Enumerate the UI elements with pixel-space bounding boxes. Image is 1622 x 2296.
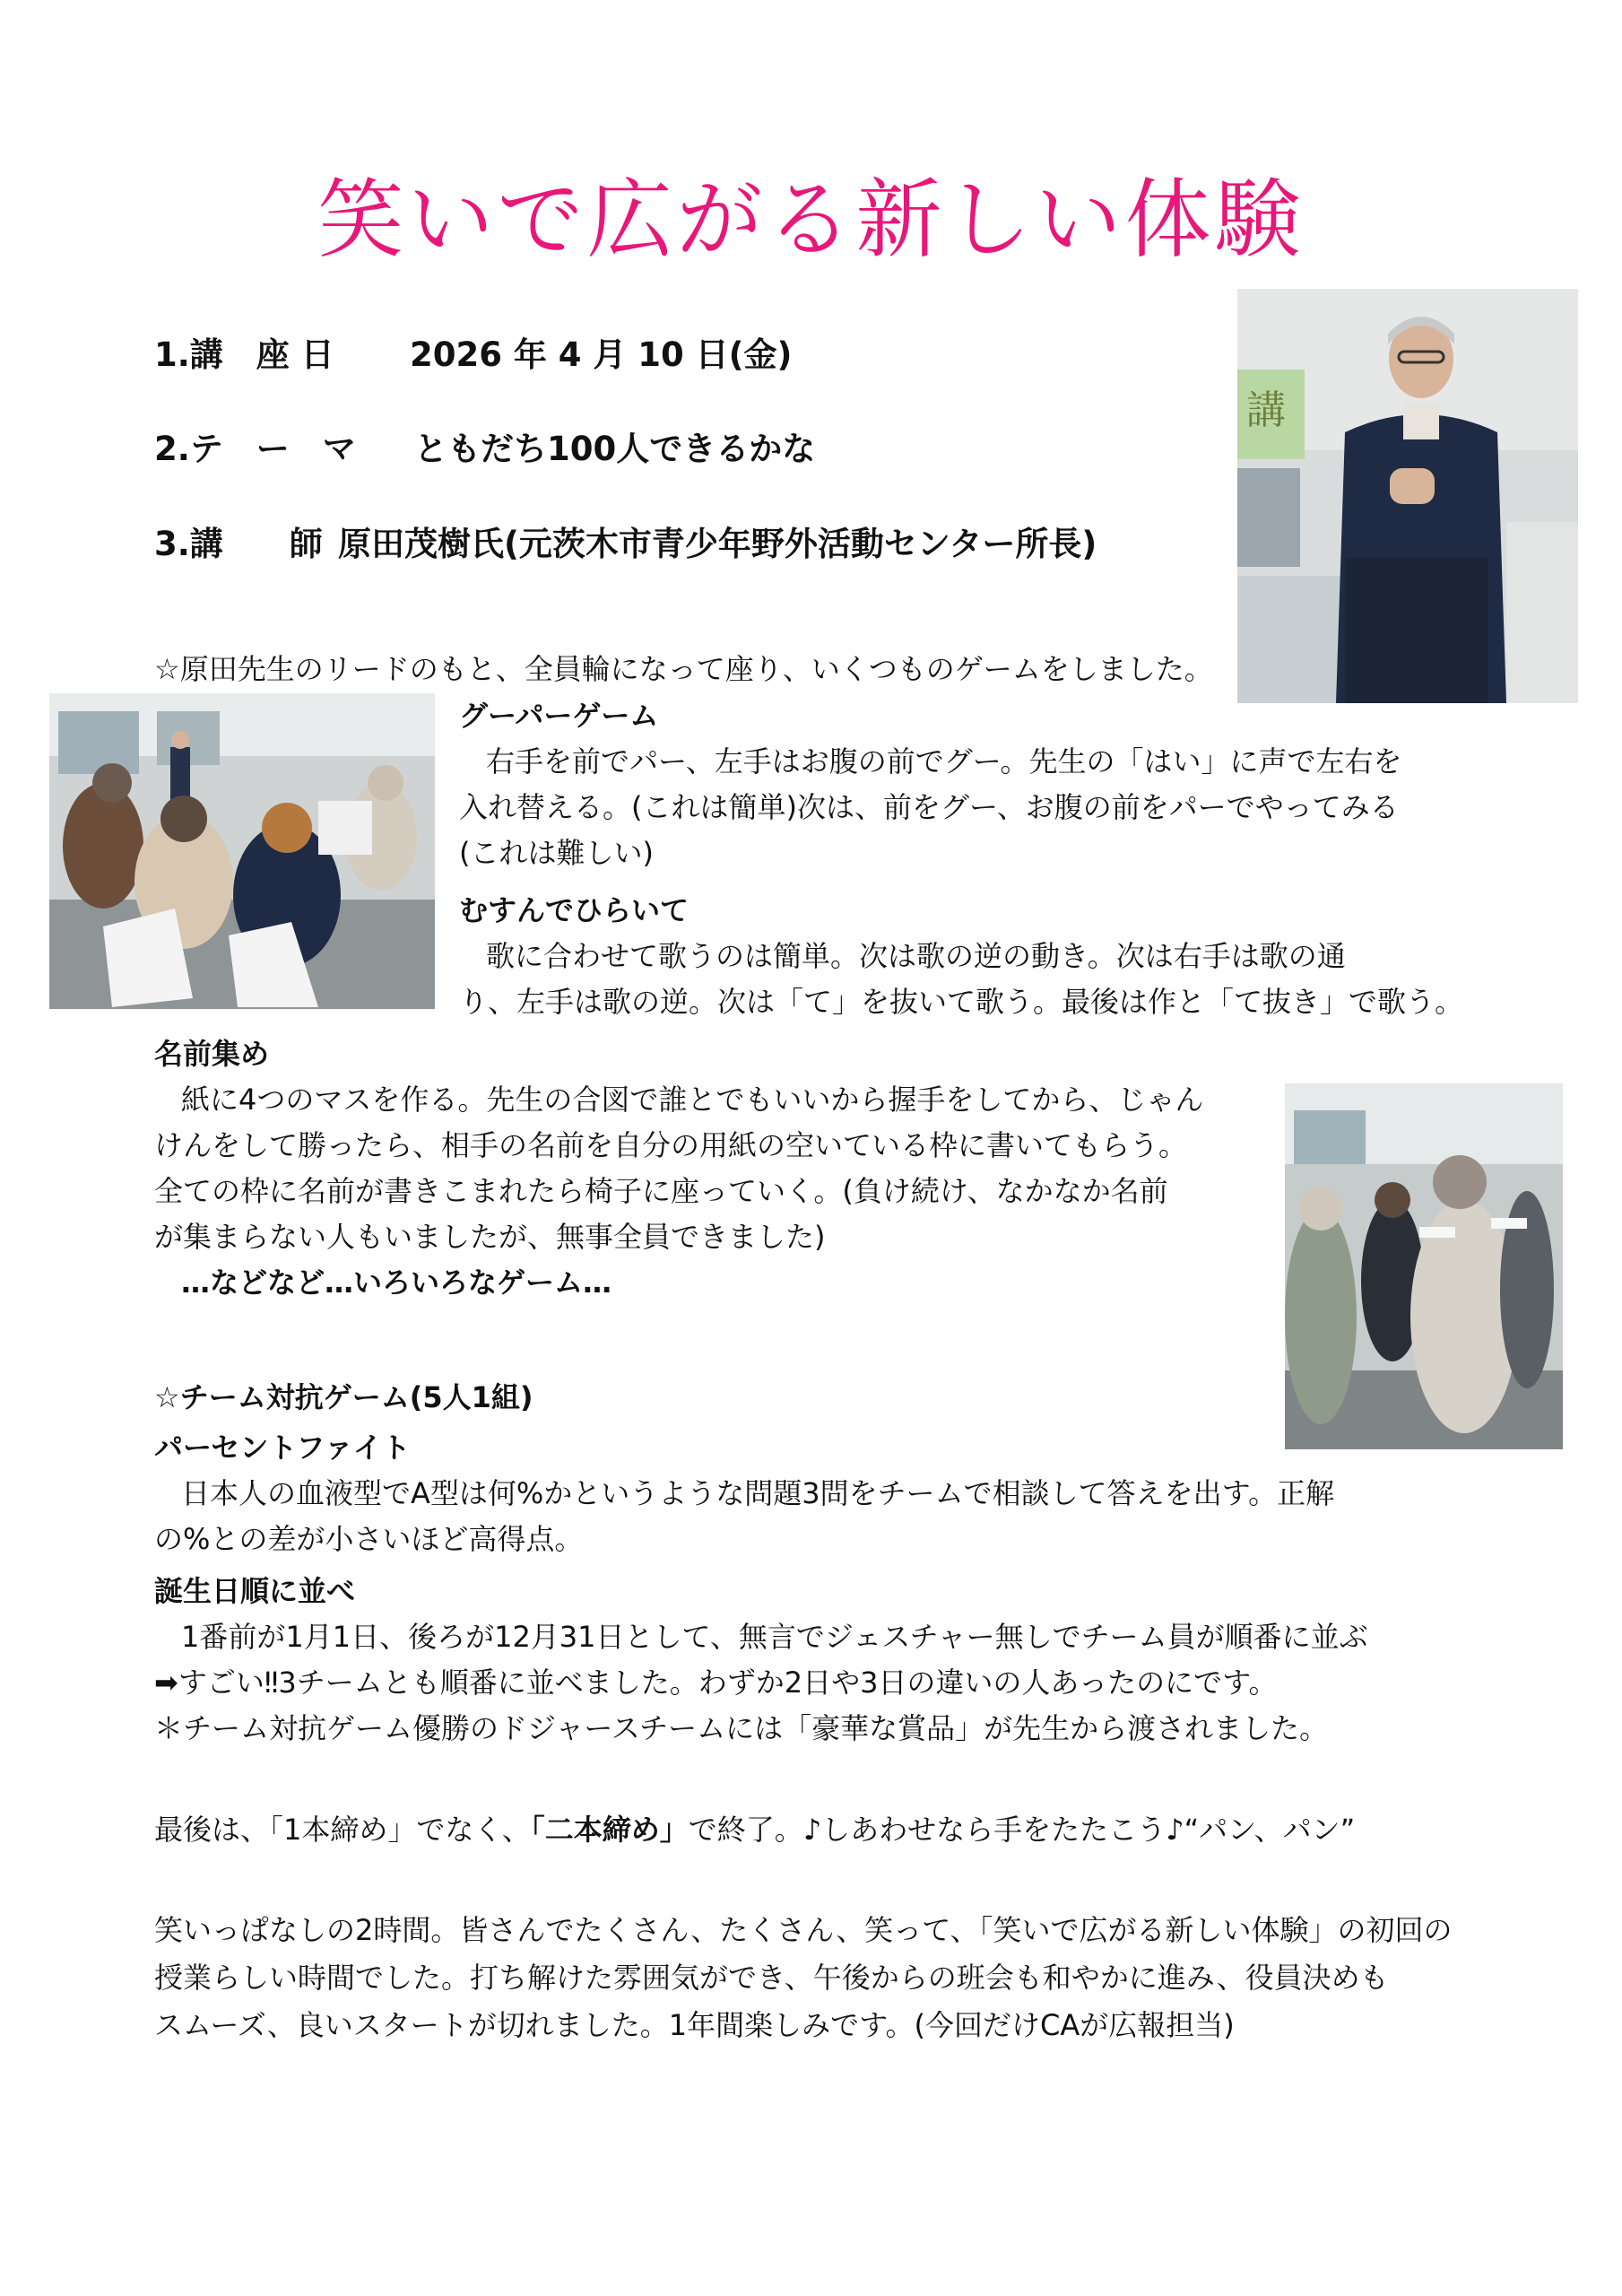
info-theme-value: ともだち100人できるかな [414, 430, 816, 468]
game-names-line: が集まらない人もいましたが、無事全員できました) [154, 1220, 826, 1254]
summary-line: スムーズ、良いスタートが切れました。1年間楽しみです。(今回だけCAが広報担当) [154, 2008, 1235, 2042]
team-game-birthday-line: ➡すごい‼3チームとも順番に並べました。わずか2日や3日の違いの人あったのにです。 [154, 1665, 1278, 1700]
info-theme-label: 2.テ ー マ [154, 430, 356, 468]
summary-line: 授業らしい時間でした。打ち解けた雰囲気ができ、午後からの班会も和やかに進み、役員決めも [154, 1961, 1389, 1995]
game-gupa-name: グーパーゲーム [459, 699, 659, 733]
closing-after: で終了。♪しあわせなら手をたたこう♪“パン、パン” [688, 1813, 1356, 1847]
game-gupa-line: 右手を前でパー、左手はお腹の前でグー。先生の「はい」に声で左右を [486, 744, 1402, 778]
team-game-percent-line: の%との差が小さいほど高得点。 [154, 1522, 584, 1556]
game-musunde [459, 888, 1463, 1025]
photo-standing-group [1285, 1083, 1563, 1449]
summary-line: 笑いっぱなしの2時間。皆さんでたくさん、たくさん、笑って、「笑いで広がる新しい体験」の初回の [154, 1913, 1453, 1947]
closing-text [154, 1807, 1355, 1853]
game-names-line: けんをして勝ったら、相手の名前を自分の用紙の空いている枠に書いてもらう。 [154, 1128, 1188, 1162]
team-game-percent-line: 日本人の血液型でA型は何%かというような問題3問をチームで相談して答えを出す。正解 [181, 1476, 1335, 1510]
page-title: 笑いで広がる新しい体験 [317, 170, 1305, 270]
game-gupa-line: (これは難しい) [459, 836, 654, 870]
info-lecturer-value: 原田茂樹氏(元茨木市青少年野外活動センター所長) [338, 525, 1097, 563]
info-theme [154, 428, 815, 471]
game-names-etc: …などなど…いろいろなゲーム… [181, 1265, 612, 1300]
closing-before: 最後は、「1本締め」でなく、 [154, 1813, 531, 1847]
team-game-birthday-line: 1番前が1月1日、後ろが12月31日として、無言でジェスチャー無しでチーム員が順番に並ぶ [181, 1620, 1368, 1654]
photo-seated-circle [49, 693, 435, 1009]
team-game-birthday-line: ＊チーム対抗ゲーム優勝のドジャースチームには「豪華な賞品」が先生から渡されました。 [154, 1711, 1329, 1745]
game-names-line: 紙に4つのマスを作る。先生の合図で誰とでもいいから握手をしてから、じゃん [181, 1083, 1204, 1117]
info-date [154, 334, 792, 377]
game-names [154, 1031, 1203, 1306]
game-names-name: 名前集め [154, 1037, 270, 1071]
info-lecturer-label: 3.講 師 [154, 525, 323, 563]
photo-lecturer [1237, 289, 1578, 703]
info-lecturer [154, 523, 1097, 566]
game-musunde-line: 歌に合わせて歌うのは簡単。次は歌の逆の動き。次は右手は歌の通 [486, 939, 1346, 973]
game-names-line: 全ての枠に名前が書きこまれたら椅子に座っていく。(負け続け、なかなか名前 [154, 1174, 1168, 1208]
team-game-percent [154, 1425, 1334, 1562]
team-heading: ☆チーム対抗ゲーム(5人1組) [154, 1380, 533, 1414]
game-gupa-line: 入れ替える。(これは簡単)次は、前をグー、お腹の前をパーでやってみる [459, 790, 1399, 824]
summary [154, 1907, 1453, 2049]
intro-text: ☆原田先生のリードのもと、全員輪になって座り、いくつものゲームをしました。 [154, 652, 1213, 686]
team-game-birthday [154, 1569, 1368, 1752]
game-musunde-name: むすんでひらいて [459, 893, 690, 927]
team-game-percent-name: パーセントファイト [154, 1431, 411, 1465]
team-game-birthday-name: 誕生日順に並べ [154, 1574, 356, 1608]
closing-bold: 「二本締め」 [530, 1813, 689, 1847]
info-date-label: 1.講 座 日 [154, 335, 334, 374]
game-musunde-line: り、左手は歌の逆。次は「て」を抜いて歌う。最後は作と「て抜き」で歌う。 [459, 985, 1464, 1019]
svg-text:講: 講 [1246, 387, 1286, 433]
info-date-value: 2026 年 4 月 10 日(金) [410, 335, 793, 374]
game-gupa [459, 693, 1401, 876]
